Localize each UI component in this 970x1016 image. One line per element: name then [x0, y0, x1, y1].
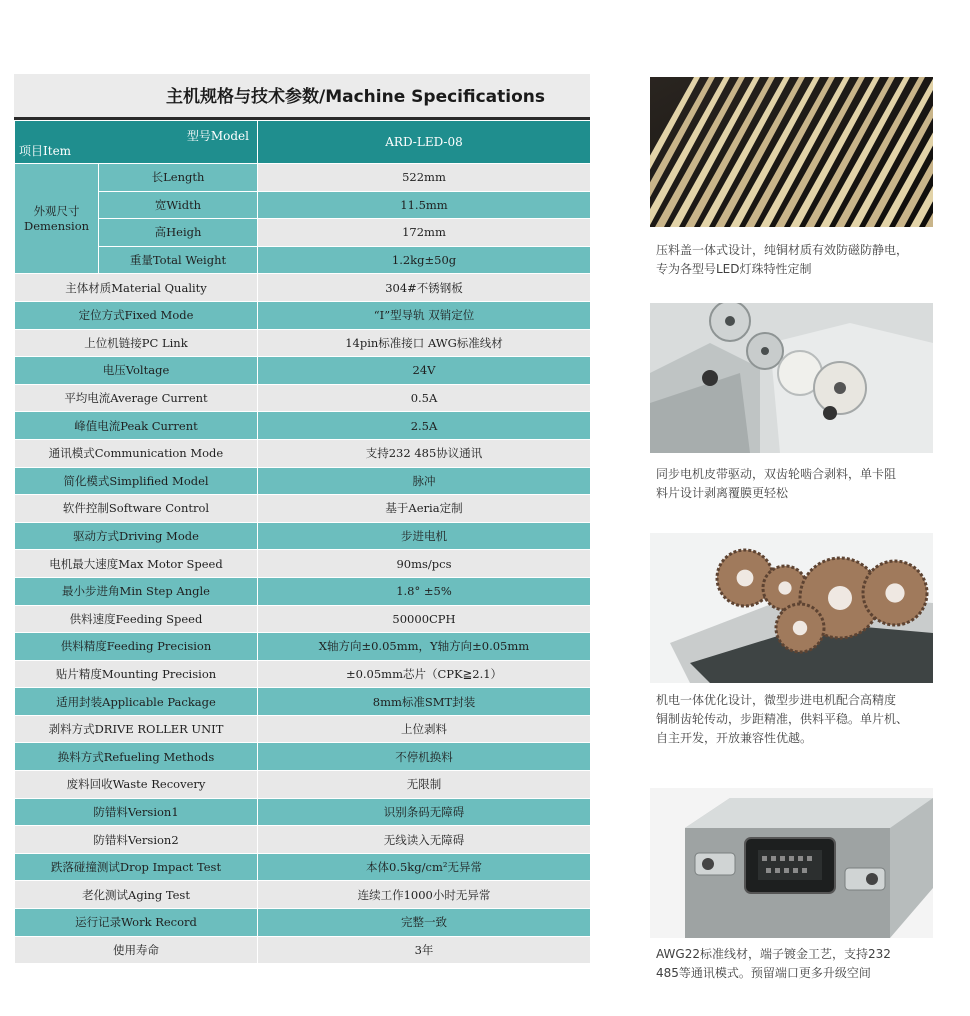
table-row: [15, 301, 591, 329]
gear-hole: [778, 581, 791, 594]
dimension-name: 长Length: [99, 164, 258, 192]
table-row: [15, 881, 591, 909]
spec-name: 电压Voltage: [15, 357, 258, 385]
spec-value: 脉冲: [258, 467, 591, 495]
spec-name: 主体材质Material Quality: [15, 274, 258, 302]
caption-1: [656, 241, 946, 279]
spec-name: 通讯模式Communication Mode: [15, 439, 258, 467]
gear-hole: [885, 583, 904, 602]
spec-value: 3年: [258, 936, 591, 964]
table-row: [15, 357, 591, 385]
table-row: [15, 219, 591, 247]
page-title: 主机规格与技术参数/Machine Specifications: [14, 74, 590, 120]
table-row: [15, 550, 591, 578]
spec-value: 不停机换料: [258, 743, 591, 771]
header-item-label: 项目Item: [19, 144, 72, 158]
spec-value: 304#不锈钢板: [258, 274, 591, 302]
caption-line: AWG22标准线材，端子镀金工艺，支持232: [656, 947, 891, 961]
spec-value: ±0.05mm芯片（CPK≧2.1）: [258, 660, 591, 688]
table-row: [15, 771, 591, 799]
table-row: [15, 743, 591, 771]
feeder-lid-photo: [650, 77, 933, 227]
table-row: [15, 274, 591, 302]
copper-gear-image: [650, 533, 933, 683]
spec-value: 无限制: [258, 771, 591, 799]
gear-hole: [793, 621, 807, 635]
table-row: [15, 164, 591, 192]
feeder-lid-image: [650, 77, 933, 227]
table-row: [15, 467, 591, 495]
caption-line: 同步电机皮带驱动，双齿轮啮合剥料，单卡阻: [656, 467, 897, 481]
table-header-row: [15, 121, 591, 164]
caption-line: 压料盖一体式设计，纯铜材质有效防磁防静电，: [656, 243, 909, 257]
table-row: [15, 826, 591, 854]
spec-value: 无线读入无障碍: [258, 826, 591, 854]
caption-3: [656, 691, 946, 748]
table-row: [15, 909, 591, 937]
table-row: [15, 605, 591, 633]
table-row: [15, 577, 591, 605]
spec-name: 使用寿命: [15, 936, 258, 964]
dimension-value: 11.5mm: [258, 191, 591, 219]
spec-name: 贴片精度Mounting Precision: [15, 660, 258, 688]
spec-name: 运行记录Work Record: [15, 909, 258, 937]
caption-line: 专为各型号LED灯珠特性定制: [656, 262, 812, 276]
spec-value: 基于Aeria定制: [258, 495, 591, 523]
header-model-label: 型号Model: [186, 129, 249, 143]
spec-name: 换料方式Refueling Methods: [15, 743, 258, 771]
spec-name: 平均电流Average Current: [15, 384, 258, 412]
caption-2: [656, 465, 946, 503]
spec-name: 老化测试Aging Test: [15, 881, 258, 909]
caption-line: 485等通讯模式。预留端口更多升级空间: [656, 966, 871, 980]
spec-value: 连续工作1000小时无异常: [258, 881, 591, 909]
table-row: [15, 660, 591, 688]
spec-value: X轴方向±0.05mm，Y轴方向±0.05mm: [258, 633, 591, 661]
table-row: [15, 853, 591, 881]
table-row: [15, 495, 591, 523]
dimension-name: 宽Width: [99, 191, 258, 219]
table-row: [15, 936, 591, 964]
dimension-value: 522mm: [258, 164, 591, 192]
table-row: [15, 384, 591, 412]
dimension-name: 重量Total Weight: [99, 246, 258, 274]
table-row: [15, 633, 591, 661]
spec-value: 90ms/pcs: [258, 550, 591, 578]
table-row: [15, 798, 591, 826]
spec-value: 识别条码无障碍: [258, 798, 591, 826]
spec-name: 定位方式Fixed Mode: [15, 301, 258, 329]
spec-name: 最小步进角Min Step Angle: [15, 577, 258, 605]
dimension-name: 高Heigh: [99, 219, 258, 247]
spec-value: 步进电机: [258, 522, 591, 550]
table-row: [15, 191, 591, 219]
spec-value: 24V: [258, 357, 591, 385]
spec-value: 1.8° ±5%: [258, 577, 591, 605]
dimension-value: 1.2kg±50g: [258, 246, 591, 274]
gear-hole: [828, 586, 852, 610]
caption-line: 自主开发，开放兼容性优越。: [656, 731, 813, 745]
spec-value: 8mm标准SMT封装: [258, 688, 591, 716]
table-row: [15, 329, 591, 357]
spec-value: 支持232 485协议通讯: [258, 439, 591, 467]
spec-name: 驱动方式Driving Mode: [15, 522, 258, 550]
table-row: [15, 439, 591, 467]
spec-value: 上位剥料: [258, 715, 591, 743]
table-row: [15, 688, 591, 716]
spec-name: 剥料方式DRIVE ROLLER UNIT: [15, 715, 258, 743]
spec-name: 供料速度Feeding Speed: [15, 605, 258, 633]
table-row: [15, 715, 591, 743]
spec-value: 本体0.5kg/cm²无异常: [258, 853, 591, 881]
caption-line: 铜制齿轮传动，步距精准，供料平稳。单片机、: [656, 712, 909, 726]
spec-name: 软件控制Software Control: [15, 495, 258, 523]
connector-image: [650, 788, 933, 938]
spec-name: 防错料Version1: [15, 798, 258, 826]
spec-value: 50000CPH: [258, 605, 591, 633]
spec-name: 适用封装Applicable Package: [15, 688, 258, 716]
spec-name: 峰值电流Peak Current: [15, 412, 258, 440]
gear-hole: [737, 570, 754, 587]
spec-value: 完整一致: [258, 909, 591, 937]
header-corner-cell: [15, 121, 258, 164]
spec-value: 14pin标准接口 AWG标准线材: [258, 329, 591, 357]
spec-panel: [14, 74, 590, 964]
model-value: ARD-LED-08: [258, 121, 591, 164]
spec-name: 供料精度Feeding Precision: [15, 633, 258, 661]
table-row: [15, 412, 591, 440]
connector-photo: [650, 788, 933, 938]
dimension-value: 172mm: [258, 219, 591, 247]
gear-drive-image: [650, 303, 933, 453]
spec-value: 2.5A: [258, 412, 591, 440]
spec-value: 0.5A: [258, 384, 591, 412]
caption-line: 机电一体优化设计，微型步进电机配合高精度: [656, 693, 897, 707]
caption-line: 料片设计剥离覆膜更轻松: [656, 486, 789, 500]
gear-drive-photo: [650, 303, 933, 453]
table-row: [15, 522, 591, 550]
copper-gear-photo: [650, 533, 933, 683]
spec-name: 简化模式Simplified Model: [15, 467, 258, 495]
caption-4: [656, 945, 946, 983]
table-row: [15, 246, 591, 274]
spec-value: “I”型导轨 双销定位: [258, 301, 591, 329]
spec-name: 废料回收Waste Recovery: [15, 771, 258, 799]
spec-table: [14, 120, 591, 964]
spec-name: 上位机链接PC Link: [15, 329, 258, 357]
spec-name: 电机最大速度Max Motor Speed: [15, 550, 258, 578]
spec-name: 防错料Version2: [15, 826, 258, 854]
dimension-label: 外观尺寸 Demension: [15, 164, 99, 274]
spec-name: 跌落碰撞测试Drop Impact Test: [15, 853, 258, 881]
